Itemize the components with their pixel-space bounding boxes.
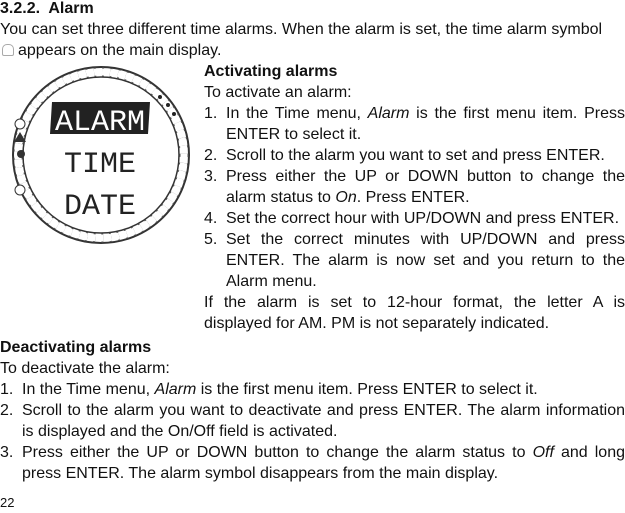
watch-line: DATE <box>63 190 137 224</box>
section-heading: 3.2.2. Alarm <box>0 0 94 17</box>
list-item: 1. In the Time menu, Alarm is the first menu item. Press ENTER to select it. <box>204 105 625 143</box>
list-item: 3. Press either the UP or DOWN button to change the alarm status to Off and long press ENTER. The alarm symbol disappears from the main display. <box>0 444 625 482</box>
heart-icon <box>17 150 25 158</box>
activating-note: If the alarm is set to 12-hour format, the letter A is displayed for AM. PM is not separately indicated. <box>204 294 625 332</box>
watch-line: TIME <box>63 148 137 182</box>
list-item: 5. Set the correct minutes with UP/DOWN and press ENTER. The alarm is now set and you return to the Alarm menu. <box>204 231 625 290</box>
watch-display-image <box>8 62 194 248</box>
deactivating-lead: To deactivate the alarm: <box>0 360 170 377</box>
list-item: 4. Set the correct hour with UP/DOWN and press ENTER. <box>204 210 620 227</box>
deactivating-section <box>0 337 625 484</box>
activating-lead: To activate an alarm: <box>204 84 352 101</box>
stopwatch-icon <box>15 185 25 195</box>
list-item: 2. Scroll to the alarm you want to set and press ENTER. <box>204 147 605 164</box>
watch-line: ALARM <box>54 106 146 140</box>
activating-section <box>204 61 625 334</box>
page-number: 22 <box>0 495 15 510</box>
deactivating-heading: Deactivating alarms <box>0 339 152 356</box>
activating-heading: Activating alarms <box>204 63 338 80</box>
clock-icon <box>15 119 25 129</box>
list-item: 3. Press either the UP or DOWN button to change the alarm status to On. Press ENTER. <box>204 168 625 206</box>
list-item: 1. In the Time menu, Alarm is the first menu item. Press ENTER to select it. <box>0 381 538 398</box>
list-item: 2. Scroll to the alarm you want to deactivate and press ENTER. The alarm information is displayed and the On/Off field is activated. <box>0 402 625 440</box>
intro-paragraph: You can set three different time alarms. When the alarm is set, the time alarm symbol appears on the main display. <box>0 21 603 59</box>
alarm-bell-icon <box>2 44 14 56</box>
